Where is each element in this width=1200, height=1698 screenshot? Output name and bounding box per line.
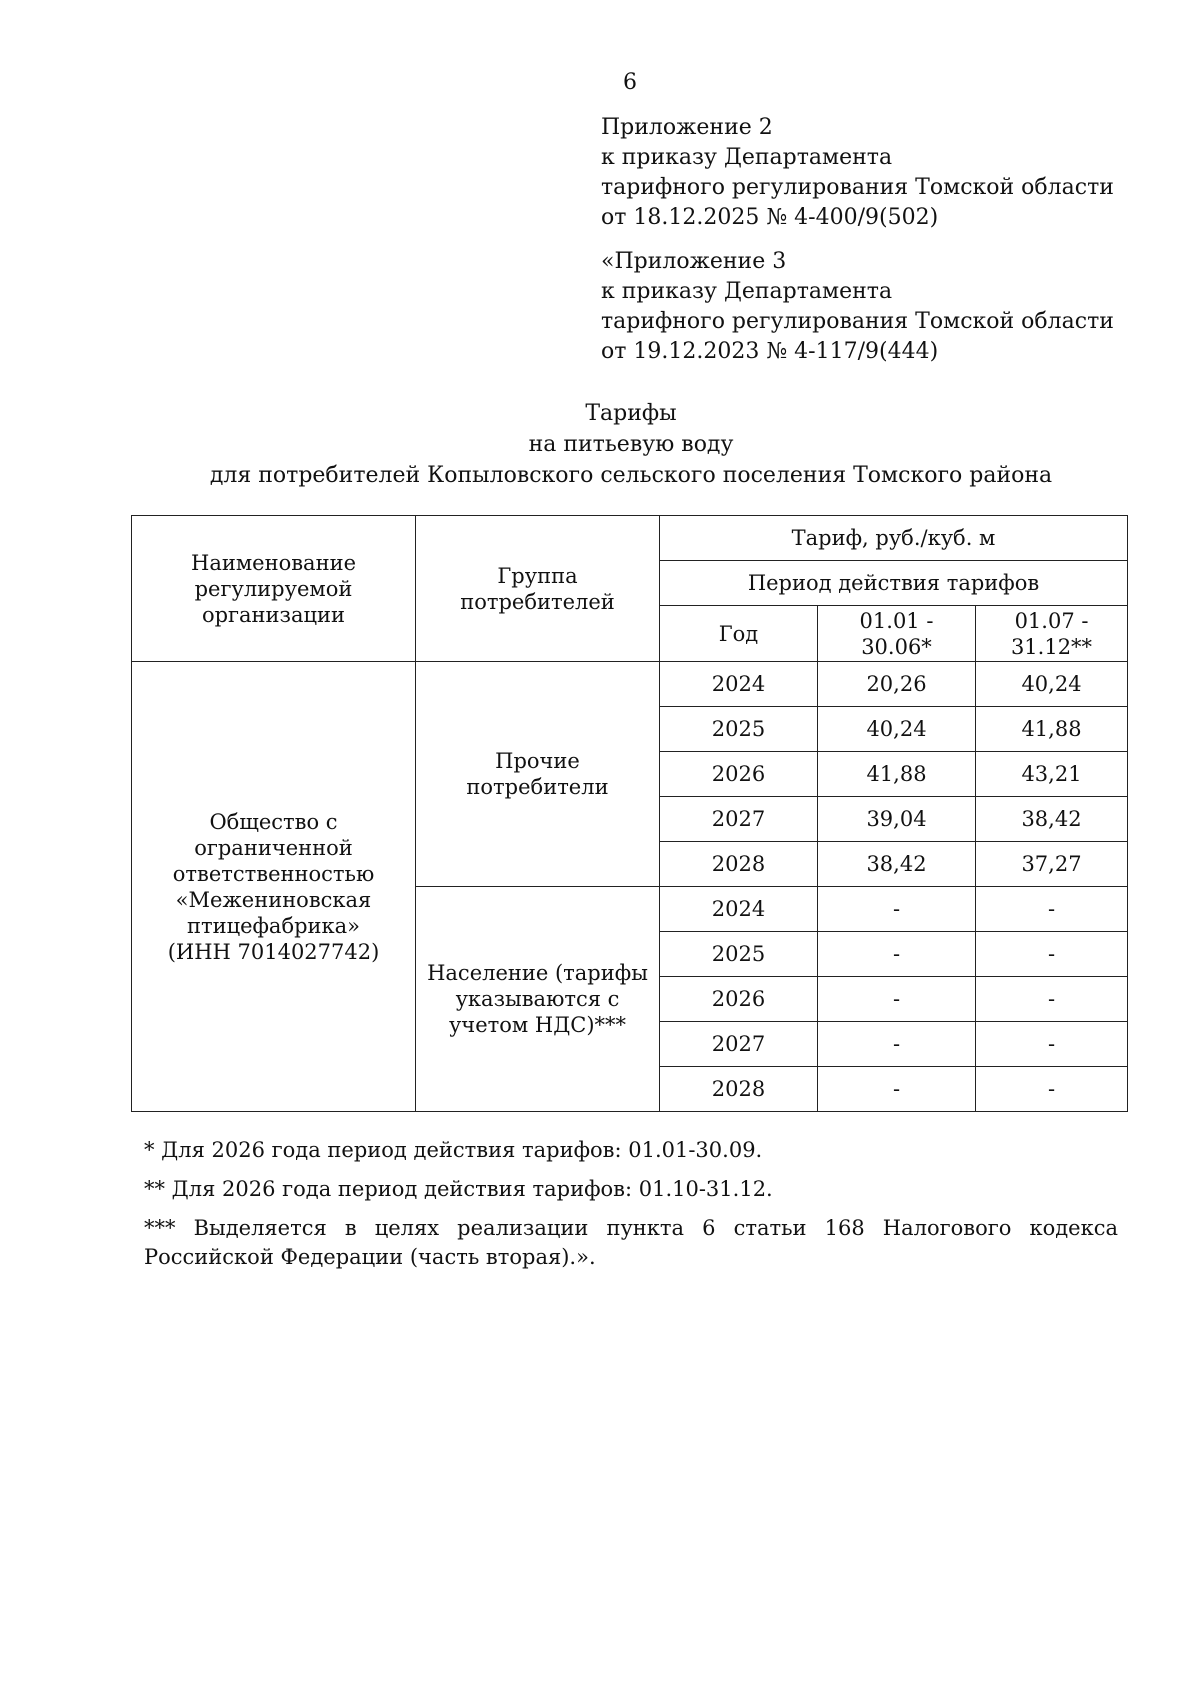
group-line: Прочие потребители	[466, 749, 609, 799]
header-half1-line: 01.01 -	[859, 608, 934, 633]
appendix-previous	[601, 247, 1114, 367]
tariff-h2-cell: 40,24	[976, 662, 1128, 707]
tariff-h2-cell: -	[976, 1067, 1128, 1112]
group-name	[416, 662, 660, 887]
year-cell: 2027	[660, 1022, 818, 1067]
header-half2-line: 01.07 -	[1014, 608, 1089, 633]
tariff-h1-cell: -	[818, 1022, 976, 1067]
group-line: учетом НДС)***	[448, 1013, 627, 1037]
tariff-h2-cell: 38,42	[976, 797, 1128, 842]
header-period: Период действия тарифов	[660, 561, 1128, 606]
tariff-h1-cell: -	[818, 887, 976, 932]
group-name	[416, 887, 660, 1112]
tariff-h1-cell: 40,24	[818, 707, 976, 752]
year-cell: 2027	[660, 797, 818, 842]
page-number: 6	[623, 70, 637, 95]
header-half2	[976, 606, 1128, 662]
header-year: Год	[660, 606, 818, 662]
tariff-h1-cell: 38,42	[818, 842, 976, 887]
table-row	[132, 662, 1128, 707]
document-title	[0, 398, 1200, 491]
header-half1	[818, 606, 976, 662]
org-line: «Межениновская	[175, 887, 372, 912]
title-line: Тарифы	[585, 401, 677, 426]
tariff-h1-cell: -	[818, 977, 976, 1022]
appendix-line: «Приложение 3	[601, 249, 787, 274]
appendix-line: тарифного регулирования Томской области	[601, 309, 1114, 334]
year-cell: 2026	[660, 752, 818, 797]
title-line: на питьевую воду	[528, 432, 734, 457]
footnotes	[144, 1136, 1118, 1282]
year-cell: 2025	[660, 707, 818, 752]
header-org: Наименование регулируемой организации	[132, 516, 416, 662]
footnote: ** Для 2026 года период действия тарифов: 01.10-31.12.	[144, 1177, 773, 1201]
org-line: птицефабрика»	[186, 913, 361, 938]
tariff-h1-cell: -	[818, 1067, 976, 1112]
appendix-header	[601, 113, 1114, 367]
tariff-h2-cell: -	[976, 932, 1128, 977]
org-line: ответственностью	[172, 861, 375, 886]
group-line: Население (тарифы	[427, 961, 648, 985]
tariff-table	[131, 515, 1128, 1112]
tariff-h1-cell: 39,04	[818, 797, 976, 842]
year-cell: 2024	[660, 662, 818, 707]
org-name	[132, 662, 416, 1112]
tariff-h1-cell: 20,26	[818, 662, 976, 707]
tariff-h1-cell: 41,88	[818, 752, 976, 797]
appendix-line: тарифного регулирования Томской области	[601, 175, 1114, 200]
title-line: для потребителей Копыловского сельского поселения Томского района	[209, 463, 1053, 488]
header-half2-line: 31.12**	[1010, 634, 1093, 659]
header-row	[132, 516, 1128, 561]
org-line: ограниченной	[194, 835, 353, 860]
appendix-current	[601, 113, 1114, 233]
header-group: Группа потребителей	[416, 516, 660, 662]
year-cell: 2028	[660, 1067, 818, 1112]
year-cell: 2024	[660, 887, 818, 932]
year-cell: 2026	[660, 977, 818, 1022]
tariff-h2-cell: -	[976, 977, 1128, 1022]
appendix-line: к приказу Департамента	[601, 279, 893, 304]
header-tariff: Тариф, руб./куб. м	[660, 516, 1128, 561]
org-line: (ИНН 7014027742)	[167, 939, 380, 964]
appendix-line: к приказу Департамента	[601, 145, 893, 170]
year-cell: 2025	[660, 932, 818, 977]
appendix-line: от 18.12.2025 № 4-400/9(502)	[601, 205, 939, 230]
group-line: указываются с	[455, 987, 620, 1011]
tariff-h2-cell: -	[976, 887, 1128, 932]
appendix-line: от 19.12.2023 № 4-117/9(444)	[601, 339, 939, 364]
tariff-h2-cell: -	[976, 1022, 1128, 1067]
tariff-h2-cell: 37,27	[976, 842, 1128, 887]
year-cell: 2028	[660, 842, 818, 887]
tariff-h2-cell: 43,21	[976, 752, 1128, 797]
footnote: *** Выделяется в целях реализации пункта 6 статьи 168 Налогового кодекса Российской Федерации (часть вторая).».	[144, 1216, 1118, 1269]
org-line: Общество с	[209, 809, 338, 834]
tariff-h1-cell: -	[818, 932, 976, 977]
appendix-line: Приложение 2	[601, 115, 773, 140]
tariff-h2-cell: 41,88	[976, 707, 1128, 752]
footnote: * Для 2026 года период действия тарифов: 01.01-30.09.	[144, 1138, 763, 1162]
header-half1-line: 30.06*	[861, 634, 932, 659]
